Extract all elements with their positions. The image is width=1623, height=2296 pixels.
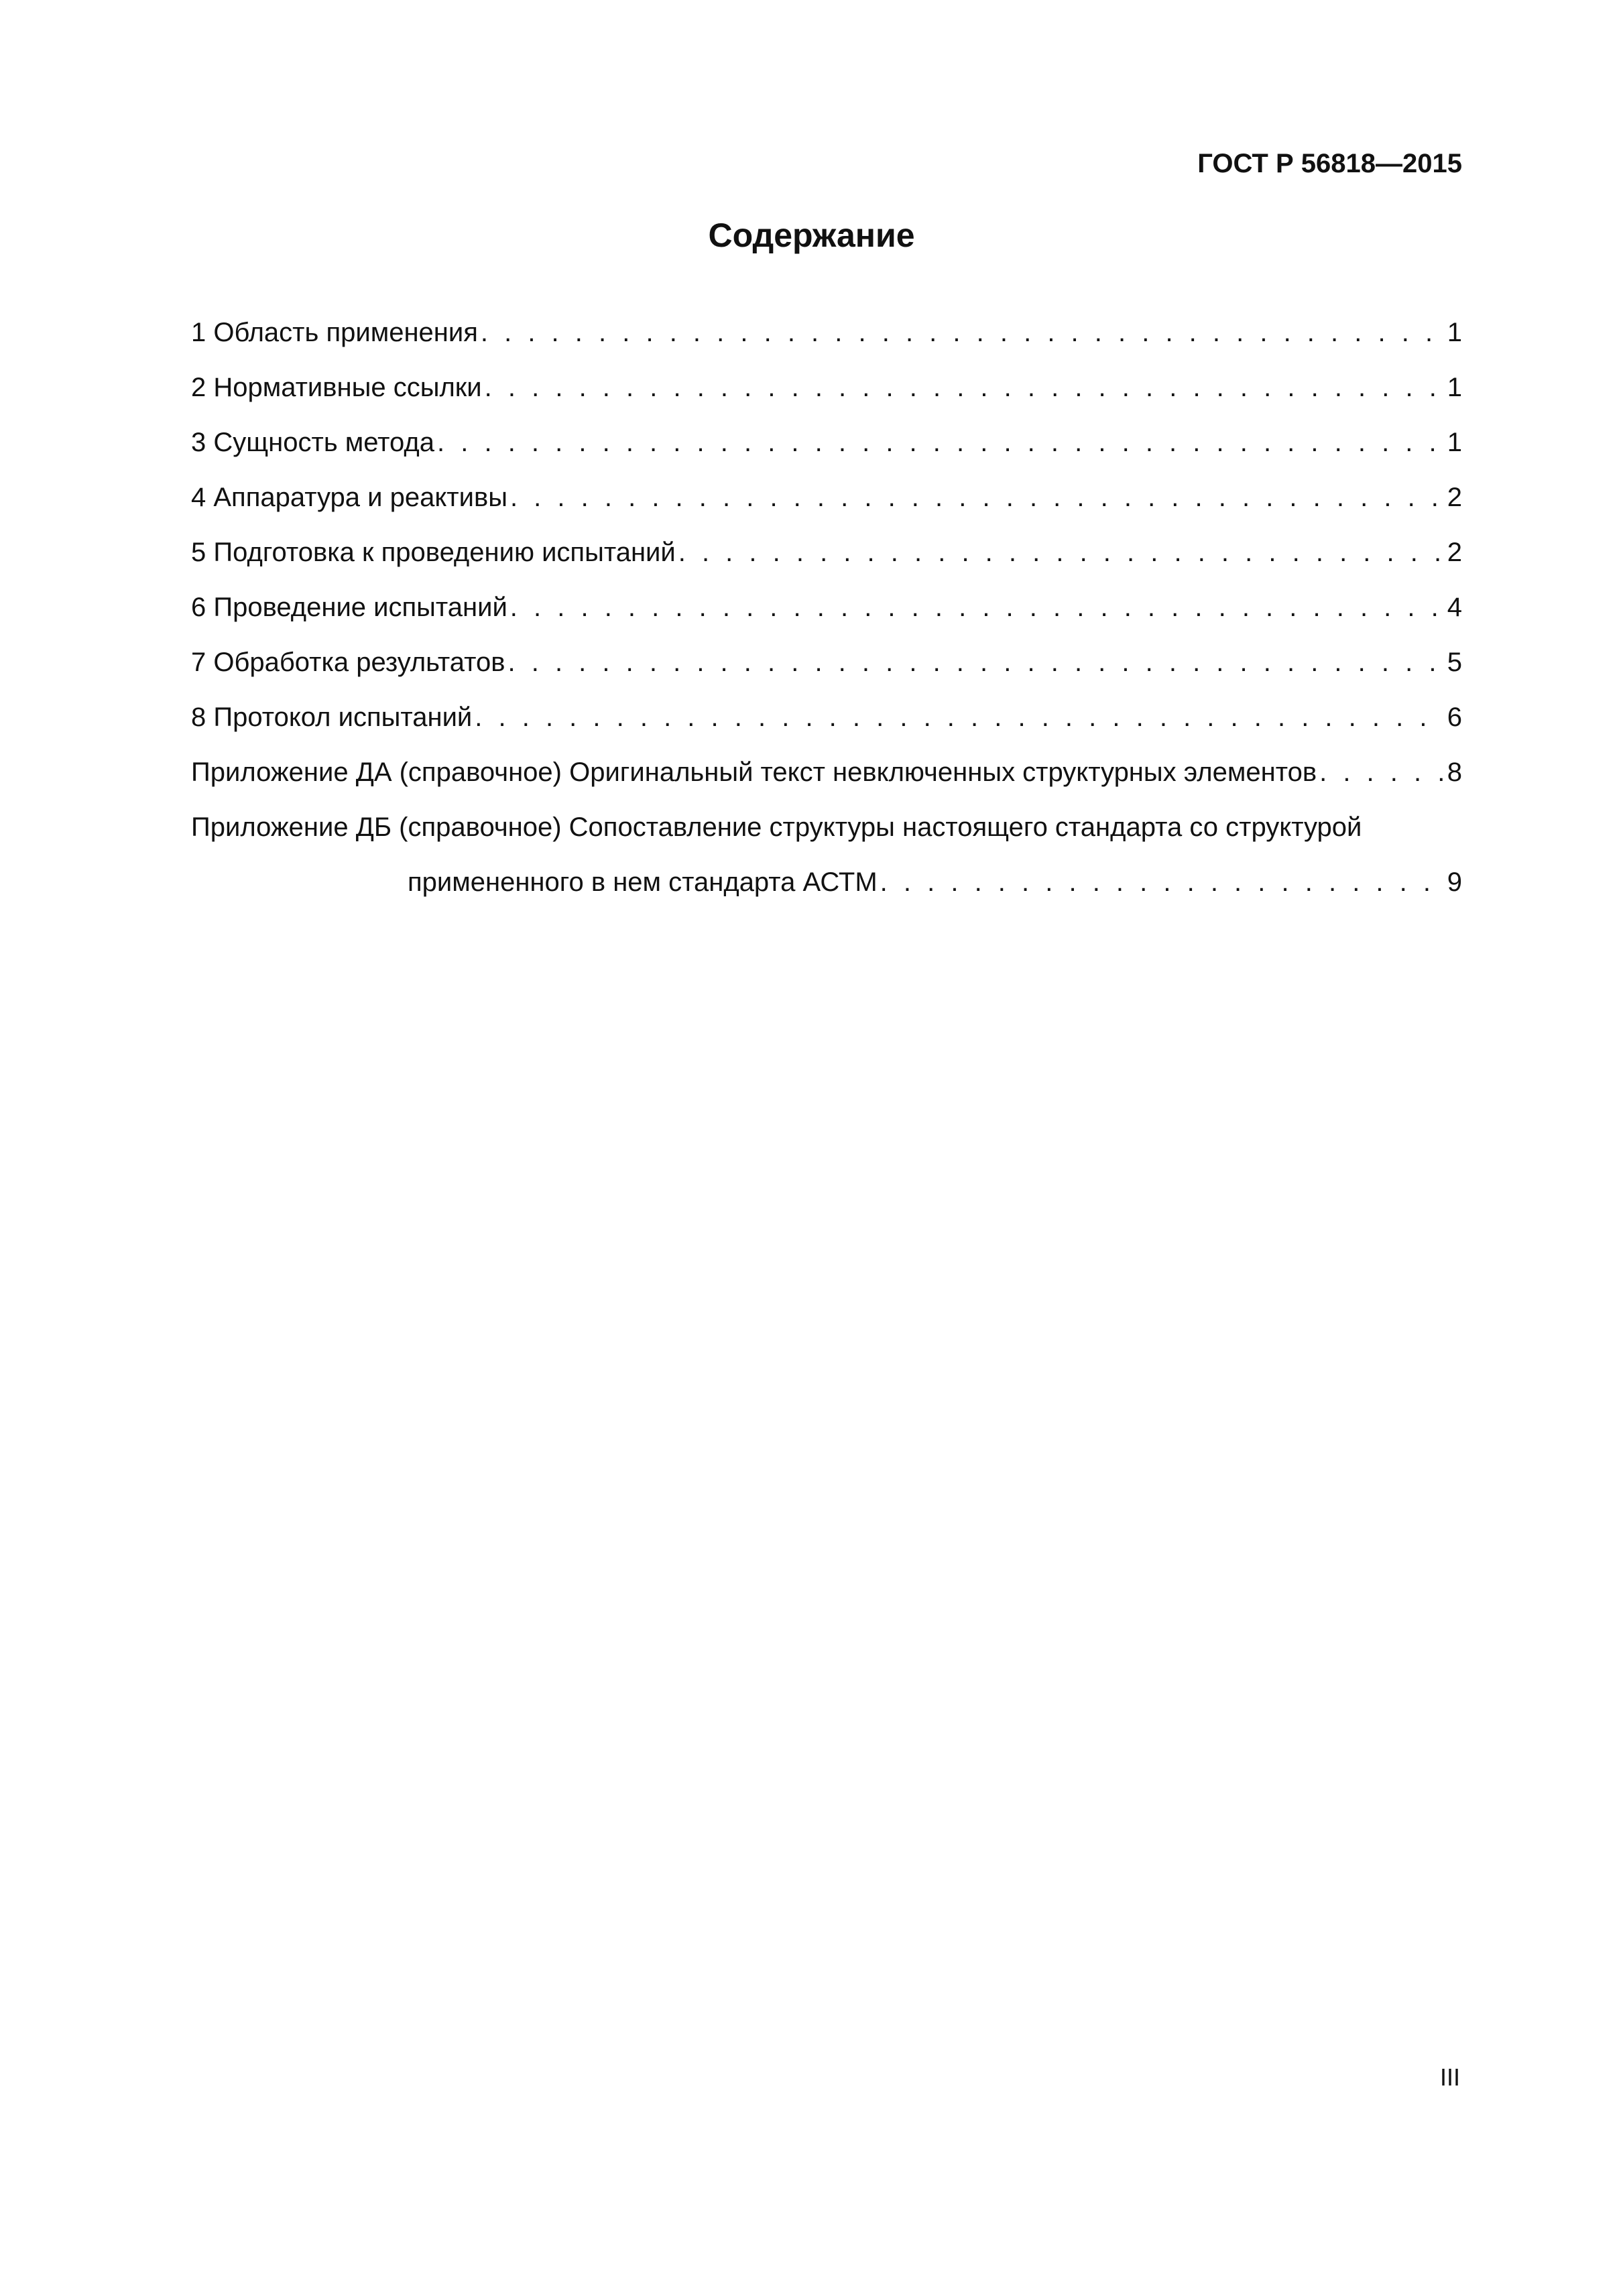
toc-entry-label-line2: примененного в нем стандарта АСТМ — [408, 867, 878, 897]
toc-entry[interactable] — [191, 305, 1462, 360]
toc-entry-page: 2 — [1447, 483, 1462, 512]
toc-entry-label: 8 Протокол испытаний — [191, 703, 473, 732]
document-code: ГОСТ Р 56818—2015 — [1197, 149, 1462, 178]
toc-entry-label: 7 Обработка результатов — [191, 648, 505, 677]
toc-leader-dots — [678, 525, 1443, 580]
table-of-contents — [191, 305, 1462, 910]
toc-entry-label-line1: Приложение ДБ (справочное) Сопоставление структуры настоящего стандарта со структурой — [191, 812, 1362, 842]
toc-leader-dots — [1319, 745, 1443, 800]
toc-title: Содержание — [708, 217, 915, 254]
toc-entry-label: Приложение ДА (справочное) Оригинальный текст невключенных структурных элементов — [191, 758, 1317, 787]
page-number: III — [1439, 2063, 1460, 2091]
toc-entry[interactable] — [191, 635, 1462, 690]
toc-leader-dots — [485, 360, 1443, 415]
toc-entry-page: 1 — [1447, 428, 1462, 457]
toc-entry[interactable] — [191, 580, 1462, 635]
toc-entry-label: 6 Проведение испытаний — [191, 593, 507, 622]
toc-entry-appendix-db[interactable] — [191, 800, 1462, 910]
toc-entry-label: 3 Сущность метода — [191, 428, 435, 457]
toc-leader-dots — [481, 305, 1443, 360]
toc-entry-page: 2 — [1447, 538, 1462, 567]
toc-leader-dots — [510, 580, 1443, 635]
toc-entry-page: 1 — [1447, 373, 1462, 402]
toc-entry[interactable] — [191, 415, 1462, 470]
toc-entry-page: 4 — [1447, 593, 1462, 622]
toc-entry[interactable] — [191, 690, 1462, 745]
toc-leader-dots — [508, 635, 1443, 690]
toc-entry-label: 1 Область применения — [191, 318, 478, 347]
toc-entry[interactable] — [191, 525, 1462, 580]
toc-entry-label: 4 Аппаратура и реактивы — [191, 483, 507, 512]
toc-leader-dots — [880, 855, 1443, 910]
toc-entry-page: 5 — [1447, 648, 1462, 677]
toc-entry[interactable] — [191, 360, 1462, 415]
toc-entry-page: 6 — [1447, 703, 1462, 732]
toc-entry-label: 5 Подготовка к проведению испытаний — [191, 538, 676, 567]
toc-entry[interactable] — [191, 470, 1462, 525]
toc-entry-page: 1 — [1447, 318, 1462, 347]
toc-entry-page: 8 — [1447, 758, 1462, 787]
toc-entry-label: 2 Нормативные ссылки — [191, 373, 482, 402]
toc-entry-continuation — [191, 855, 1462, 910]
toc-leader-dots — [437, 415, 1443, 470]
toc-entry[interactable] — [191, 745, 1462, 800]
toc-leader-dots — [510, 470, 1443, 525]
toc-entry-page: 9 — [1447, 867, 1462, 897]
toc-leader-dots — [475, 690, 1443, 745]
